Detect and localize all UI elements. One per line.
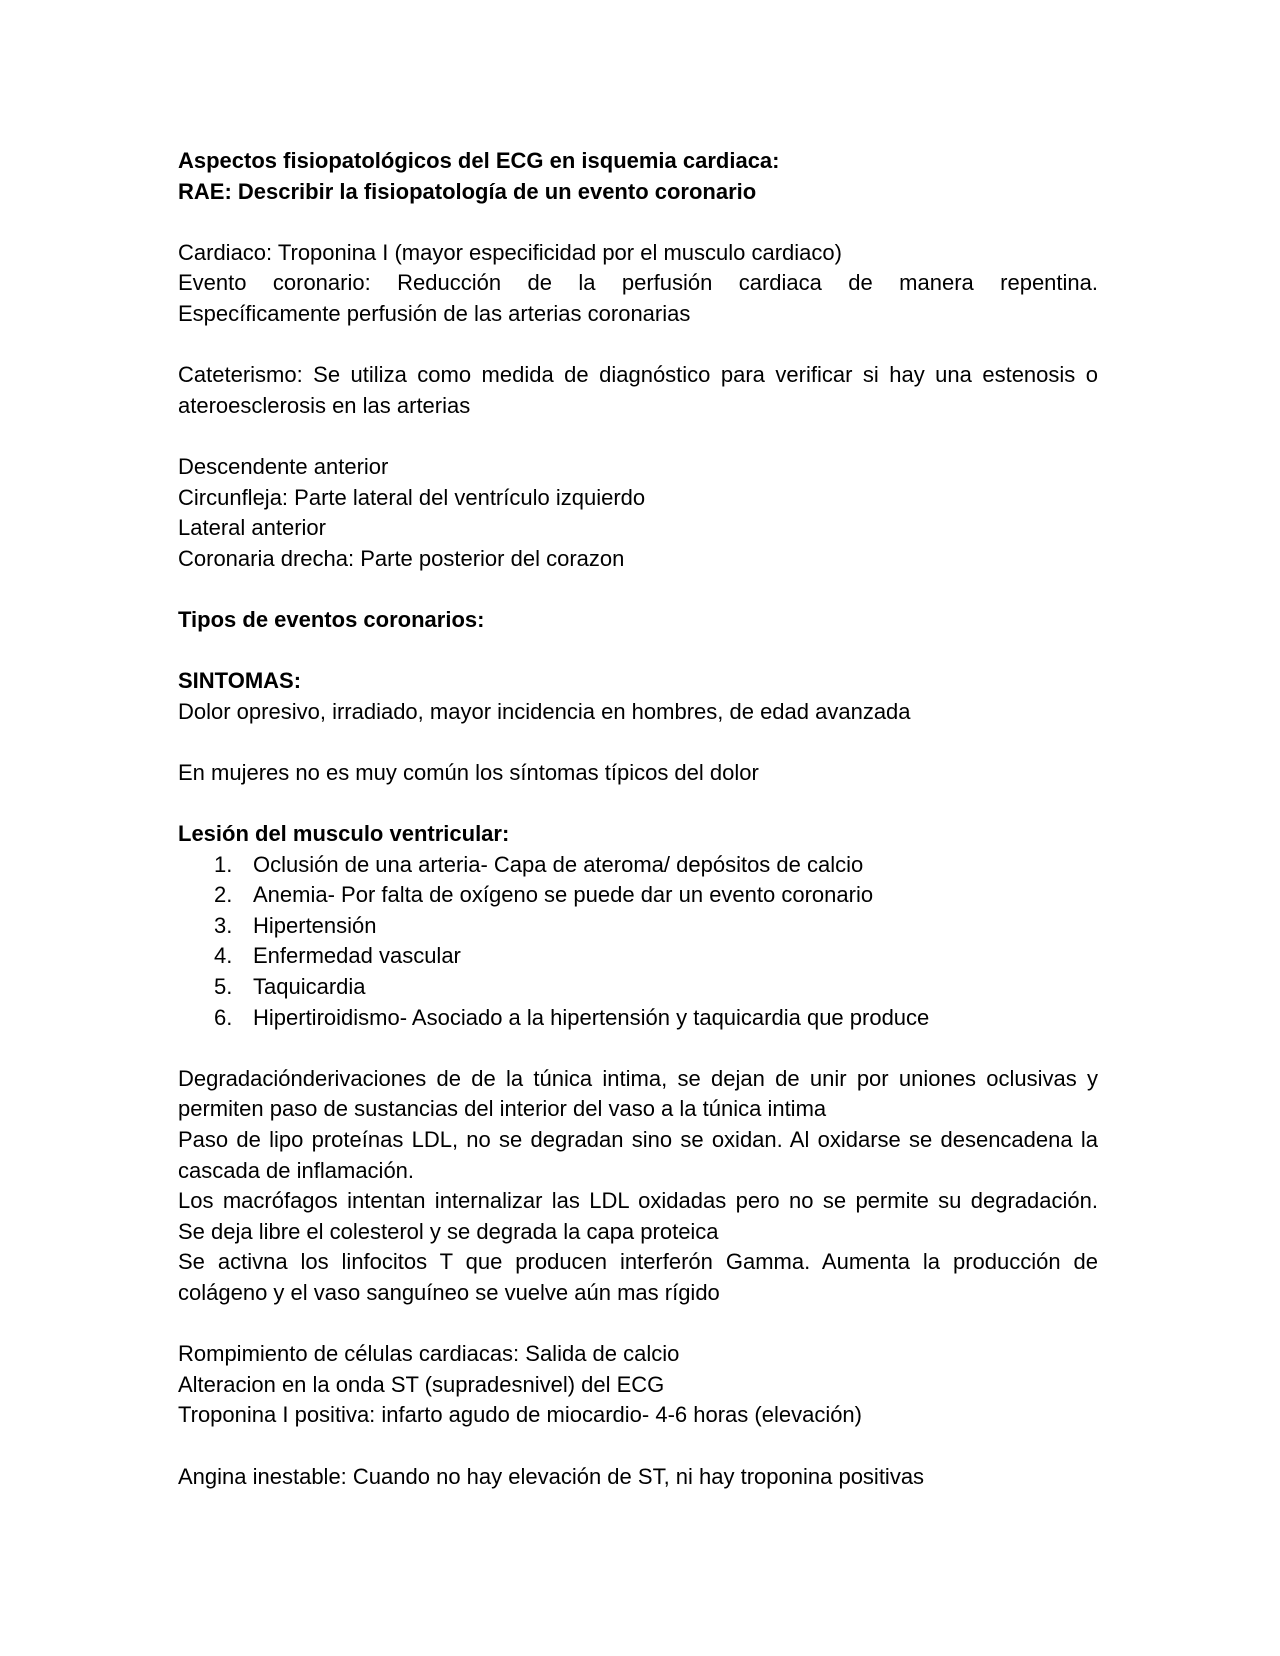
- artery-line: Coronaria drecha: Parte posterior del corazon: [178, 545, 625, 571]
- list-text: Taquicardia: [253, 974, 366, 1000]
- artery-line: Lateral anterior: [178, 515, 326, 541]
- spacer: [178, 574, 1098, 605]
- list-number: 6.: [214, 1004, 233, 1030]
- list-item: [178, 1003, 1098, 1034]
- paragraph-line: Específicamente perfusión de las arterias coronarias: [178, 300, 691, 326]
- paragraph-line-justified: Los macrófagos intentan internalizar las LDL oxidadas pero no se permite su degradación.: [178, 1188, 1098, 1214]
- sintomas-line: Dolor opresivo, irradiado, mayor incidencia en hombres, de edad avanzada: [178, 698, 911, 724]
- lesion-list: [178, 850, 1098, 1034]
- rompimiento-line: Rompimiento de células cardiacas: Salida de calcio: [178, 1341, 680, 1367]
- list-text: Hipertiroidismo- Asociado a la hipertensión y taquicardia que produce: [253, 1004, 930, 1030]
- spacer: [178, 330, 1098, 361]
- lesion-heading: Lesión del musculo ventricular:: [178, 821, 510, 847]
- list-text: Oclusión de una arteria- Capa de ateroma/ depósitos de calcio: [253, 851, 864, 877]
- list-text: Hipertensión: [253, 912, 377, 938]
- list-item: [178, 850, 1098, 881]
- spacer: [178, 1309, 1098, 1340]
- spacer: [178, 788, 1098, 819]
- mujeres-line: En mujeres no es muy común los síntomas típicos del dolor: [178, 759, 759, 785]
- paragraph-line-justified: Cateterismo: Se utiliza como medida de diagnóstico para verificar si hay una estenosis o: [178, 362, 1098, 388]
- list-number: 2.: [214, 882, 233, 908]
- paragraph-line-justified: Degradaciónderivaciones de de la túnica intima, se dejan de unir por uniones oclusivas y: [178, 1065, 1098, 1091]
- paragraph-line: Cardiaco: Troponina I (mayor especificidad por el musculo cardiaco): [178, 239, 842, 265]
- list-item: [178, 972, 1098, 1003]
- spacer: [178, 421, 1098, 452]
- list-text: Anemia- Por falta de oxígeno se puede dar un evento coronario: [253, 882, 874, 908]
- spacer: [178, 207, 1098, 238]
- paragraph-line-justified: Paso de lipo proteínas LDL, no se degradan sino se oxidan. Al oxidarse se desencadena la: [178, 1127, 1098, 1152]
- spacer: [178, 727, 1098, 758]
- spacer: [178, 1431, 1098, 1462]
- list-item: [178, 941, 1098, 972]
- rompimiento-line: Troponina I positiva: infarto agudo de miocardio- 4-6 horas (elevación): [178, 1402, 862, 1428]
- document-page: [178, 146, 1098, 1492]
- rae-heading: RAE: Describir la fisiopatología de un evento coronario: [178, 178, 757, 204]
- list-number: 3.: [214, 912, 233, 938]
- paragraph-line-justified: Se activna los linfocitos T que producen interferón Gamma. Aumenta la producción de: [178, 1249, 1098, 1275]
- paragraph-line: Se deja libre el colesterol y se degrada la capa proteica: [178, 1218, 719, 1244]
- sintomas-heading: SINTOMAS:: [178, 668, 302, 694]
- spacer: [178, 1033, 1098, 1064]
- list-item: [178, 911, 1098, 942]
- paragraph-line: cascada de inflamación.: [178, 1157, 415, 1183]
- paragraph-line: colágeno y el vaso sanguíneo se vuelve aún mas rígido: [178, 1279, 720, 1305]
- paragraph-line-justified: Evento coronario: Reducción de la perfusión cardiaca de manera repentina.: [178, 270, 1098, 296]
- paragraph-line: ateroesclerosis en las arterias: [178, 392, 471, 418]
- angina-line: Angina inestable: Cuando no hay elevación de ST, ni hay troponina positivas: [178, 1463, 925, 1489]
- tipos-heading: Tipos de eventos coronarios:: [178, 606, 485, 632]
- spacer: [178, 636, 1098, 667]
- paragraph-line: permiten paso de sustancias del interior del vaso a la túnica intima: [178, 1096, 827, 1122]
- list-number: 1.: [214, 851, 233, 877]
- list-number: 4.: [214, 943, 233, 969]
- list-text: Enfermedad vascular: [253, 943, 461, 969]
- document-heading: Aspectos fisiopatológicos del ECG en isquemia cardiaca:: [178, 148, 780, 173]
- list-item: [178, 880, 1098, 911]
- rompimiento-line: Alteracion en la onda ST (supradesnivel) del ECG: [178, 1371, 665, 1397]
- list-number: 5.: [214, 974, 233, 1000]
- artery-line: Descendente anterior: [178, 453, 389, 479]
- artery-line: Circunfleja: Parte lateral del ventrículo izquierdo: [178, 484, 646, 510]
